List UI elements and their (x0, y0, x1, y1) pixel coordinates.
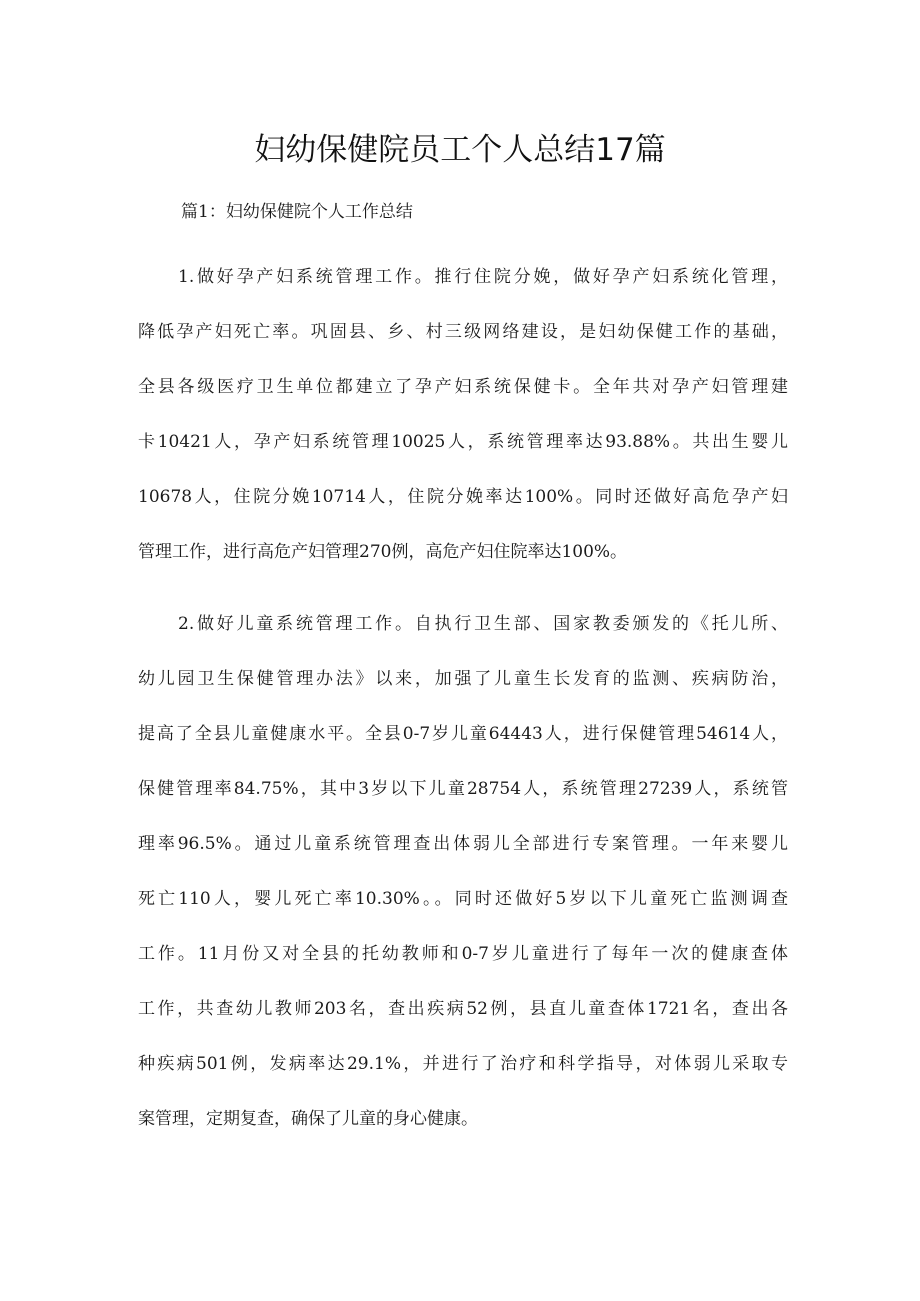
document-title: 妇幼保健院员工个人总结17篇 (254, 132, 666, 168)
paragraph-line: 死亡110人，婴儿死亡率10.30%。。同时还做好5岁以下儿童死亡监测调查 (138, 889, 788, 909)
paragraph-line: 理率96.5%。通过儿童系统管理查出体弱儿全部进行专案管理。一年来婴儿 (138, 834, 788, 854)
paragraph-line: 提高了全县儿童健康水平。全县0-7岁儿童64443人，进行保健管理54614人， (138, 724, 788, 744)
paragraph-line: 工作，共查幼儿教师203名，查出疾病52例，县直儿童查体1721名，查出各 (138, 999, 788, 1019)
paragraph-line: 10678人，住院分娩10714人，住院分娩率达100%。同时还做好高危孕产妇 (138, 487, 788, 507)
paragraph-line: 降低孕产妇死亡率。巩固县、乡、村三级网络建设，是妇幼保健工作的基础， (138, 322, 788, 342)
paragraph-maternal-management (138, 250, 788, 580)
paragraph-line: 保健管理率84.75%，其中3岁以下儿童28754人，系统管理27239人，系统管 (138, 779, 788, 799)
paragraph-line: 卡10421人，孕产妇系统管理10025人，系统管理率达93.88%。共出生婴儿 (138, 432, 788, 452)
paragraph-line: 案管理，定期复查，确保了儿童的身心健康。 (138, 1109, 478, 1129)
paragraph-line: 2.做好儿童系统管理工作。自执行卫生部、国家教委颁发的《托儿所、 (178, 614, 788, 634)
paragraph-line: 1.做好孕产妇系统管理工作。推行住院分娩，做好孕产妇系统化管理， (178, 267, 788, 287)
paragraph-line: 幼儿园卫生保健管理办法》以来，加强了儿童生长发育的监测、疾病防治， (138, 669, 788, 689)
section-heading: 篇1：妇幼保健院个人工作总结 (181, 202, 413, 222)
paragraph-line: 管理工作，进行高危产妇管理270例，高危产妇住院率达100%。 (138, 542, 628, 562)
paragraph-line: 种疾病501例，发病率达29.1%，并进行了治疗和科学指导，对体弱儿采取专 (138, 1054, 788, 1074)
paragraph-line: 全县各级医疗卫生单位都建立了孕产妇系统保健卡。全年共对孕产妇管理建 (138, 377, 788, 397)
paragraph-line: 工作。11月份又对全县的托幼教师和0-7岁儿童进行了每年一次的健康查体 (138, 944, 788, 964)
paragraph-child-management (138, 597, 788, 1147)
